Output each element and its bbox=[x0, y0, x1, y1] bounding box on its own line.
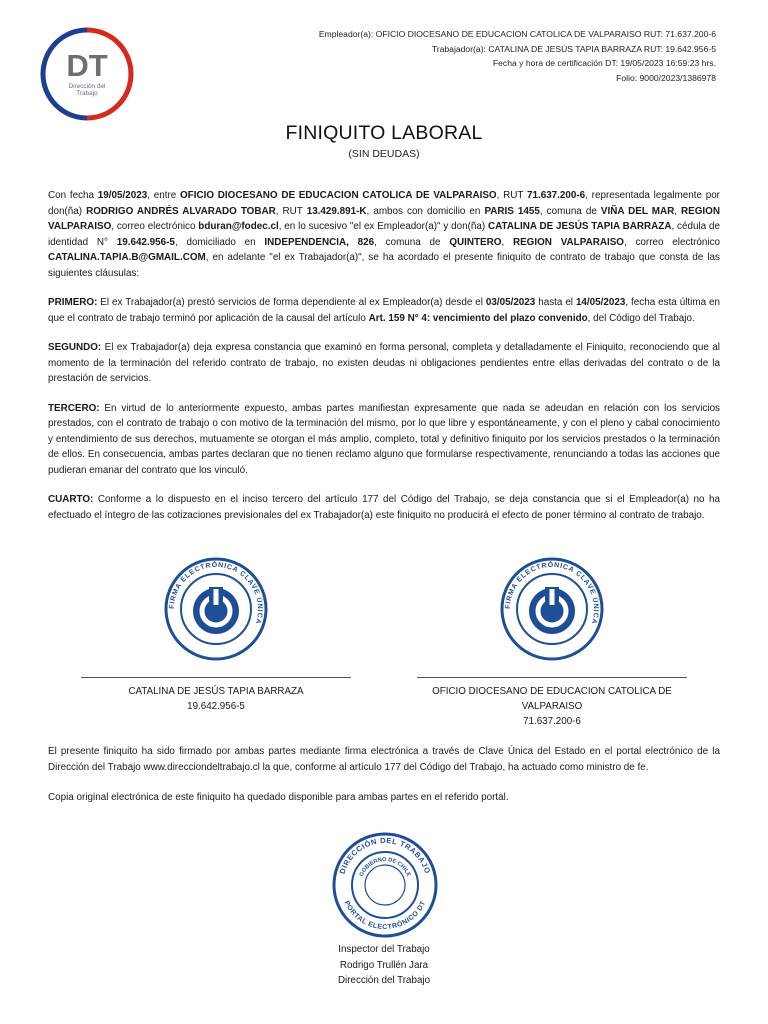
signature-worker bbox=[66, 557, 366, 714]
dt-logo-icon bbox=[40, 27, 134, 121]
signature-id: 71.637.200-6 bbox=[523, 716, 581, 727]
inspector-name: Rodrigo Trullén Jara bbox=[339, 959, 429, 971]
header-cert-date: Fecha y hora de certificación DT: 19/05/2023 16:59:23 hrs. bbox=[492, 58, 716, 69]
clause-tercero: TERCERO: En virtud de lo anteriormente expuesto, ambas partes manifiestan expresamente que nada se adeudan en relación con los servicios prestados, con el contrato de trabajo o con motivo de la terminación del mismo, por lo que libre y espontáneamente, y con el pleno y cabal conocimiento y entendimiento de sus derechos, mutuamente se otorgan el más amplio, completo, total y definitivo finiquito por los servicios prestados o la terminación de ellos. En consecuencia, ambas partes declaran que no tienen reclamo alguno que formularse respectivamente, renunciando a todas las acciones que pudieran emanar del contrato que los vinculó. bbox=[48, 402, 720, 476]
svg-text:PORTAL ELECTRÓNICO DT: PORTAL ELECTRÓNICO DT bbox=[342, 899, 428, 932]
svg-text:FIRMA ELECTRÓNICA CLAVE ÚNICA: FIRMA ELECTRÓNICA CLAVE ÚNICA bbox=[504, 561, 600, 626]
clave-unica-seal-icon bbox=[164, 557, 268, 661]
inspector-office: Dirección del Trabajo bbox=[337, 975, 431, 986]
svg-text:FIRMA ELECTRÓNICA CLAVE ÚNICA: FIRMA ELECTRÓNICA CLAVE ÚNICA bbox=[168, 561, 264, 626]
signature-line bbox=[81, 677, 351, 678]
header-folio: Folio: 9000/2023/1386978 bbox=[616, 72, 716, 83]
header-worker: Trabajador(a): CATALINA DE JESÚS TAPIA BARRAZA RUT: 19.642.956-5 bbox=[431, 43, 716, 54]
document-subtitle: (SIN DEUDAS) bbox=[348, 148, 420, 160]
header-employer: Empleador(a): OFICIO DIOCESANO DE EDUCACION CATOLICA DE VALPARAISO RUT: 71.637.200-6 bbox=[318, 29, 716, 39]
clause-segundo: SEGUNDO: El ex Trabajador(a) deja expresa constancia que examinó en forma personal, completa y detalladamente el Finiquito, reconociendo que al momento de la terminación del referido contrato de trabajo, no existen deudas ni obligaciones pendientes entre ellas derivadas del contrato o de la prestación de servicios. bbox=[48, 342, 720, 384]
clause-primero: PRIMERO: El ex Trabajador(a) prestó servicios de forma dependiente al ex Empleador(a) desde el 03/05/2023 hasta el 14/05/2023, fecha esta última en que el contrato de trabajo terminó por aplicación de la causal del artículo Art. 159 N° 4: vencimiento del plazo convenido, del Código del Trabajo. bbox=[48, 297, 720, 324]
inspector-role: Inspector del Trabajo bbox=[338, 944, 430, 955]
signature-employer bbox=[402, 557, 702, 729]
signature-name: OFICIO DIOCESANO DE EDUCACION CATOLICA DE VALPARAISO bbox=[432, 686, 672, 712]
signature-line bbox=[417, 677, 687, 678]
intro-paragraph: Con fecha 19/05/2023, entre OFICIO DIOCESANO DE EDUCACION CATOLICA DE VALPARAISO, RUT 71.637.200-6, representada legalmente por don(ña) RODRIGO ANDRÉS ALVARADO TOBAR, RUT 13.429.891-K, ambos con domicilio en PARIS 1455, comuna de VIÑA DEL MAR, REGION VALPARAISO, correo electrónico bduran@fodec.cl, en lo sucesivo "el ex Empleador(a)" y don(ña) CATALINA DE JESÚS TAPIA BARRAZA, cédula de identidad N° 19.642.956-5, domiciliado en INDEPENDENCIA, 826, comuna de QUINTERO, REGION VALPARAISO, correo electrónico CATALINA.TAPIA.B@GMAIL.COM, en adelante "el ex Trabajador(a)", se ha acordado el presente finiquito de contrato de trabajo que consta de las siguientes cláusulas: bbox=[48, 190, 721, 279]
document-title: FINIQUITO LABORAL bbox=[285, 122, 483, 144]
footer-paragraph: Copia original electrónica de este finiquito ha quedado disponible para ambas partes en el referido portal. bbox=[48, 792, 509, 803]
clave-unica-seal-icon bbox=[500, 557, 604, 661]
signature-name: CATALINA DE JESÚS TAPIA BARRAZA bbox=[128, 686, 304, 697]
svg-text:GOBIERNO DE CHILE: GOBIERNO DE CHILE bbox=[358, 856, 412, 878]
footer-paragraph: El presente finiquito ha sido firmado por ambas partes mediante firma electrónica a través de Clave Única del Estado en el portal electrónico de la Dirección del Trabajo www.direcciondeltrabajo.cl la que, conforme al artículo 177 del Código del Trabajo, ha actuado como ministro de fe. bbox=[48, 746, 720, 773]
document-body bbox=[48, 188, 720, 537]
logo-subtitle: Dirección del bbox=[68, 83, 106, 90]
logo-text: DT bbox=[66, 48, 108, 83]
footer-text bbox=[48, 744, 720, 820]
signature-id: 19.642.956-5 bbox=[187, 701, 245, 712]
clause-cuarto: CUARTO: Conforme a lo dispuesto en el inciso tercero del artículo 177 del Código del Trabajo, se deja constancia que si el Empleador(a) no ha efectuado el íntegro de las cotizaciones previsionales del ex Trabajador(a) este finiquito no producirá el efecto de poner término al contrato de trabajo. bbox=[48, 494, 720, 521]
svg-text:DIRECCIÓN DEL TRABAJO: DIRECCIÓN DEL TRABAJO bbox=[337, 835, 433, 875]
inspector-block bbox=[0, 942, 768, 989]
dt-seal-icon bbox=[332, 832, 438, 938]
logo-subtitle: Trabajo bbox=[76, 90, 98, 97]
header-meta bbox=[319, 27, 716, 85]
